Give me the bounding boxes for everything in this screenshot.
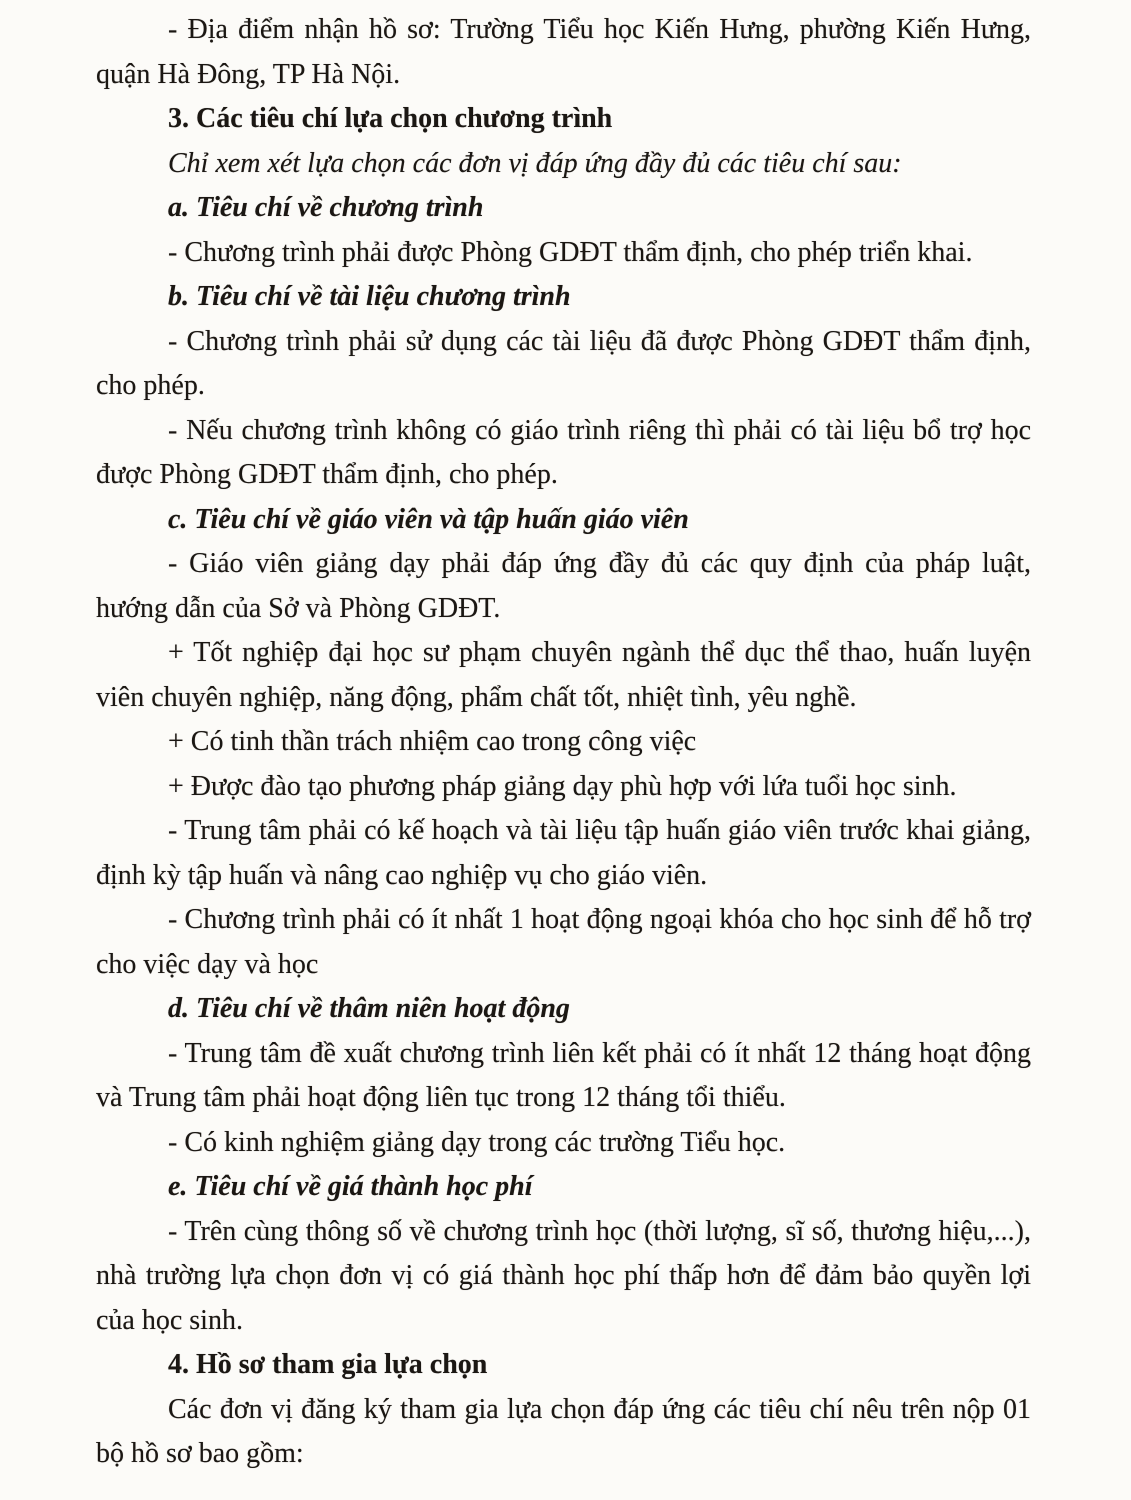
criterion-c-subitem-2: + Có tinh thần trách nhiệm cao trong công việc xyxy=(168,726,697,757)
criterion-a-item-1: - Chương trình phải được Phòng GDĐT thẩm định, cho phép triển khai. xyxy=(168,236,973,268)
submission-address: - Địa điểm nhận hồ sơ: Trường Tiểu học Kiến Hưng, phường Kiến Hưng, quận Hà Đông, TP Hà Nội. xyxy=(96,14,1031,90)
criterion-c-item-1: - Giáo viên giảng dạy phải đáp ứng đầy đủ các quy định của pháp luật, hướng dẫn của Sở và Phòng GDĐT. xyxy=(96,548,1031,624)
criterion-b-item-1: - Chương trình phải sử dụng các tài liệu đã được Phòng GDĐT thẩm định, cho phép. xyxy=(96,325,1031,401)
section-4-intro: Các đơn vị đăng ký tham gia lựa chọn đáp ứng các tiêu chí nêu trên nộp 01 bộ hồ sơ bao gồm: xyxy=(96,1393,1031,1469)
criterion-d-heading: d. Tiêu chí về thâm niên hoạt động xyxy=(168,993,570,1024)
section-4-heading: 4. Hồ sơ tham gia lựa chọn xyxy=(168,1349,488,1380)
criterion-c-item-2: - Trung tâm phải có kế hoạch và tài liệu tập huấn giáo viên trước khai giảng, định kỳ tập huấn và nâng cao nghiệp vụ cho giáo viên. xyxy=(96,815,1031,891)
criterion-e-item-1: - Trên cùng thông số về chương trình học (thời lượng, sĩ số, thương hiệu,...), nhà trường lựa chọn đơn vị có giá thành học phí thấp hơn để đảm bảo quyền lợi của học sinh. xyxy=(96,1215,1031,1336)
criterion-b-heading: b. Tiêu chí về tài liệu chương trình xyxy=(168,281,571,312)
criterion-d-item-2: - Có kinh nghiệm giảng dạy trong các trường Tiểu học. xyxy=(168,1126,786,1158)
criterion-d-item-1: - Trung tâm đề xuất chương trình liên kết phải có ít nhất 12 tháng hoạt động và Trung tâm phải hoạt động liên tục trong 12 tháng tổi thiểu. xyxy=(96,1037,1031,1113)
criteria-intro: Chỉ xem xét lựa chọn các đơn vị đáp ứng đầy đủ các tiêu chí sau: xyxy=(168,147,902,179)
criterion-b-item-2: - Nếu chương trình không có giáo trình riêng thì phải có tài liệu bổ trợ học được Phòng GDĐT thẩm định, cho phép. xyxy=(96,414,1031,490)
criterion-c-heading: c. Tiêu chí về giáo viên và tập huấn giáo viên xyxy=(168,503,689,535)
criterion-c-item-3: - Chương trình phải có ít nhất 1 hoạt động ngoại khóa cho học sinh để hỗ trợ cho việc dạy và học xyxy=(96,904,1031,980)
criterion-a-heading: a. Tiêu chí về chương trình xyxy=(168,192,484,223)
section-3-heading: 3. Các tiêu chí lựa chọn chương trình xyxy=(168,103,613,134)
criterion-e-heading: e. Tiêu chí về giá thành học phí xyxy=(168,1171,533,1202)
criterion-c-subitem-3: + Được đào tạo phương pháp giảng dạy phù hợp với lứa tuổi học sinh. xyxy=(168,770,957,802)
criterion-c-subitem-1: + Tốt nghiệp đại học sư phạm chuyên ngành thể dục thể thao, huấn luyện viên chuyên nghiệp, năng động, phẩm chất tốt, nhiệt tình, yêu nghề. xyxy=(96,637,1031,713)
